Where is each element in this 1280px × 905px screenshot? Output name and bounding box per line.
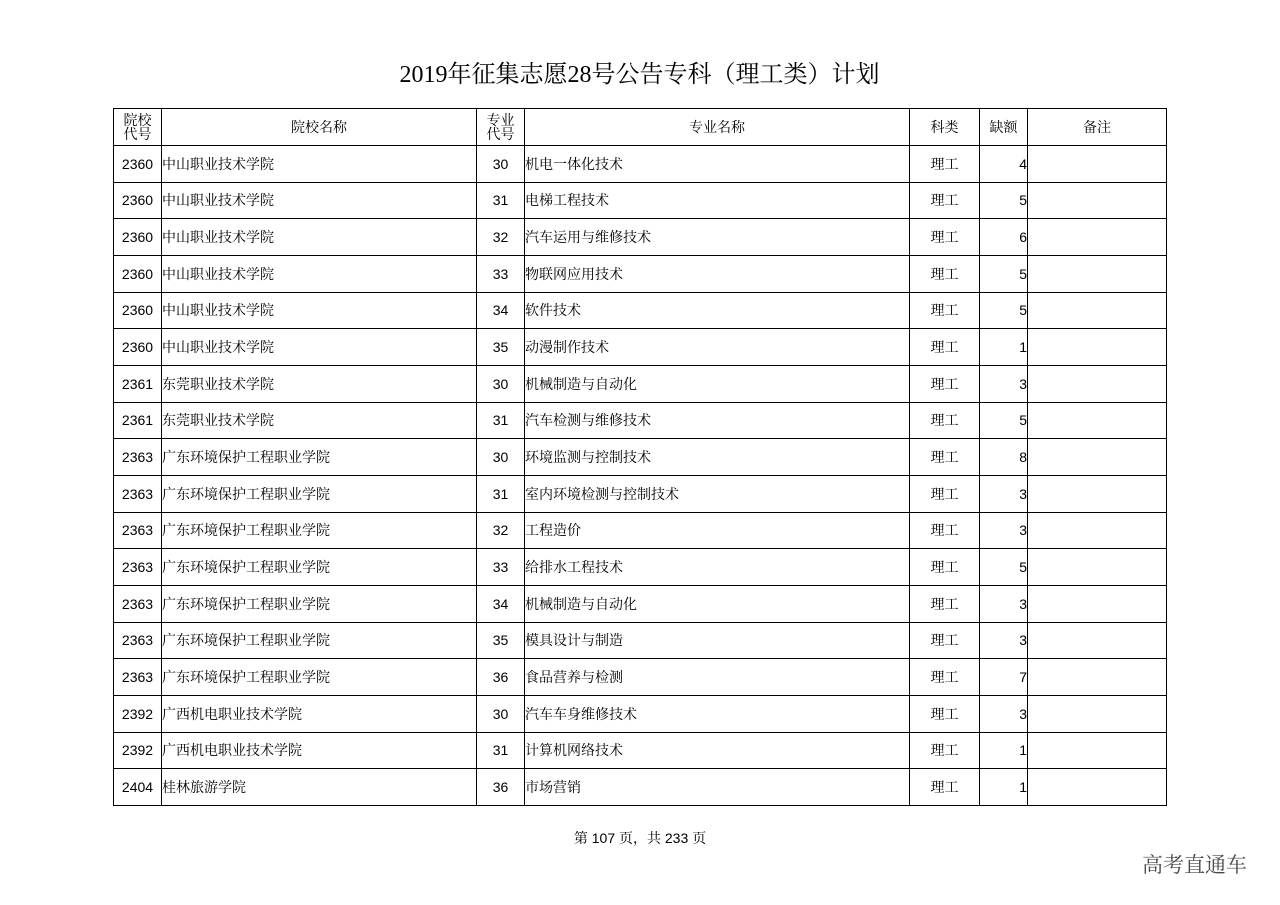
school-code-cell: 2360 xyxy=(114,329,162,366)
school-name-cell: 中山职业技术学院 xyxy=(162,255,477,292)
school-code-cell: 2363 xyxy=(114,475,162,512)
header-category: 科类 xyxy=(910,109,980,146)
vacancies-cell: 5 xyxy=(980,292,1028,329)
table-row xyxy=(114,439,1167,476)
school-code-cell: 2361 xyxy=(114,402,162,439)
category-cell: 理工 xyxy=(910,292,980,329)
major-code-cell: 36 xyxy=(477,659,525,696)
category-cell: 理工 xyxy=(910,329,980,366)
table-row xyxy=(114,512,1167,549)
remarks-cell xyxy=(1028,659,1167,696)
major-name-cell: 汽车运用与维修技术 xyxy=(525,219,910,256)
vacancies-cell: 1 xyxy=(980,732,1028,769)
school-code-cell: 2360 xyxy=(114,182,162,219)
major-code-cell: 31 xyxy=(477,402,525,439)
school-code-cell: 2404 xyxy=(114,769,162,806)
school-name-cell: 中山职业技术学院 xyxy=(162,292,477,329)
table-row xyxy=(114,182,1167,219)
table-row xyxy=(114,402,1167,439)
remarks-cell xyxy=(1028,329,1167,366)
vacancies-cell: 5 xyxy=(980,549,1028,586)
school-code-cell: 2392 xyxy=(114,695,162,732)
school-code-cell: 2363 xyxy=(114,439,162,476)
school-name-cell: 中山职业技术学院 xyxy=(162,329,477,366)
remarks-cell xyxy=(1028,769,1167,806)
major-name-cell: 计算机网络技术 xyxy=(525,732,910,769)
school-code-cell: 2363 xyxy=(114,585,162,622)
table-row xyxy=(114,292,1167,329)
school-name-cell: 中山职业技术学院 xyxy=(162,146,477,183)
major-code-cell: 33 xyxy=(477,255,525,292)
major-code-cell: 30 xyxy=(477,695,525,732)
header-row xyxy=(114,109,1167,146)
vacancies-cell: 3 xyxy=(980,695,1028,732)
major-code-cell: 33 xyxy=(477,549,525,586)
school-name-cell: 广东环境保护工程职业学院 xyxy=(162,439,477,476)
vacancies-cell: 3 xyxy=(980,622,1028,659)
major-name-cell: 电梯工程技术 xyxy=(525,182,910,219)
school-code-cell: 2392 xyxy=(114,732,162,769)
header-remarks: 备注 xyxy=(1028,109,1167,146)
remarks-cell xyxy=(1028,622,1167,659)
school-name-cell: 广西机电职业技术学院 xyxy=(162,732,477,769)
major-name-cell: 机电一体化技术 xyxy=(525,146,910,183)
remarks-cell xyxy=(1028,292,1167,329)
vacancies-cell: 3 xyxy=(980,585,1028,622)
school-name-cell: 东莞职业技术学院 xyxy=(162,365,477,402)
school-name-cell: 广东环境保护工程职业学院 xyxy=(162,659,477,696)
category-cell: 理工 xyxy=(910,622,980,659)
remarks-cell xyxy=(1028,219,1167,256)
header-major-name: 专业名称 xyxy=(525,109,910,146)
vacancies-cell: 5 xyxy=(980,255,1028,292)
table-row xyxy=(114,365,1167,402)
school-code-cell: 2363 xyxy=(114,512,162,549)
table-row xyxy=(114,659,1167,696)
category-cell: 理工 xyxy=(910,182,980,219)
major-name-cell: 食品营养与检测 xyxy=(525,659,910,696)
watermark-label: 高考直通车 xyxy=(1142,854,1247,877)
table-row xyxy=(114,585,1167,622)
major-name-cell: 汽车检测与维修技术 xyxy=(525,402,910,439)
major-name-cell: 动漫制作技术 xyxy=(525,329,910,366)
major-name-cell: 软件技术 xyxy=(525,292,910,329)
major-code-cell: 34 xyxy=(477,585,525,622)
category-cell: 理工 xyxy=(910,255,980,292)
category-cell: 理工 xyxy=(910,732,980,769)
major-name-cell: 机械制造与自动化 xyxy=(525,365,910,402)
enrollment-plan-table xyxy=(113,108,1167,806)
school-name-cell: 广东环境保护工程职业学院 xyxy=(162,549,477,586)
vacancies-cell: 3 xyxy=(980,475,1028,512)
school-name-cell: 中山职业技术学院 xyxy=(162,219,477,256)
remarks-cell xyxy=(1028,512,1167,549)
major-code-cell: 31 xyxy=(477,732,525,769)
category-cell: 理工 xyxy=(910,769,980,806)
vacancies-cell: 1 xyxy=(980,329,1028,366)
remarks-cell xyxy=(1028,365,1167,402)
school-code-cell: 2363 xyxy=(114,659,162,696)
vacancies-cell: 1 xyxy=(980,769,1028,806)
major-name-cell: 物联网应用技术 xyxy=(525,255,910,292)
table-row xyxy=(114,146,1167,183)
vacancies-cell: 5 xyxy=(980,182,1028,219)
category-cell: 理工 xyxy=(910,549,980,586)
table-row xyxy=(114,732,1167,769)
school-code-cell: 2360 xyxy=(114,292,162,329)
remarks-cell xyxy=(1028,732,1167,769)
table-row xyxy=(114,549,1167,586)
vacancies-cell: 6 xyxy=(980,219,1028,256)
major-name-cell: 环境监测与控制技术 xyxy=(525,439,910,476)
remarks-cell xyxy=(1028,182,1167,219)
table-body xyxy=(114,146,1167,806)
remarks-cell xyxy=(1028,439,1167,476)
category-cell: 理工 xyxy=(910,219,980,256)
school-code-cell: 2360 xyxy=(114,146,162,183)
major-code-cell: 35 xyxy=(477,329,525,366)
school-name-cell: 桂林旅游学院 xyxy=(162,769,477,806)
major-code-cell: 31 xyxy=(477,182,525,219)
category-cell: 理工 xyxy=(910,695,980,732)
remarks-cell xyxy=(1028,146,1167,183)
category-cell: 理工 xyxy=(910,659,980,696)
major-code-cell: 30 xyxy=(477,365,525,402)
vacancies-cell: 3 xyxy=(980,512,1028,549)
category-cell: 理工 xyxy=(910,439,980,476)
major-code-cell: 30 xyxy=(477,439,525,476)
vacancies-cell: 8 xyxy=(980,439,1028,476)
table-row xyxy=(114,219,1167,256)
major-name-cell: 模具设计与制造 xyxy=(525,622,910,659)
page-footer: 第 107 页，共 233 页 xyxy=(573,830,707,846)
header-school-code: 院校 代号 xyxy=(114,109,162,146)
major-code-cell: 31 xyxy=(477,475,525,512)
major-name-cell: 室内环境检测与控制技术 xyxy=(525,475,910,512)
major-name-cell: 机械制造与自动化 xyxy=(525,585,910,622)
table-row xyxy=(114,769,1167,806)
major-code-cell: 32 xyxy=(477,512,525,549)
school-code-cell: 2360 xyxy=(114,255,162,292)
vacancies-cell: 5 xyxy=(980,402,1028,439)
major-code-cell: 32 xyxy=(477,219,525,256)
category-cell: 理工 xyxy=(910,512,980,549)
header-school-name: 院校名称 xyxy=(162,109,477,146)
category-cell: 理工 xyxy=(910,365,980,402)
school-code-cell: 2360 xyxy=(114,219,162,256)
table-row xyxy=(114,329,1167,366)
remarks-cell xyxy=(1028,549,1167,586)
vacancies-cell: 4 xyxy=(980,146,1028,183)
table-row xyxy=(114,255,1167,292)
major-code-cell: 35 xyxy=(477,622,525,659)
major-code-cell: 30 xyxy=(477,146,525,183)
remarks-cell xyxy=(1028,475,1167,512)
school-code-cell: 2363 xyxy=(114,622,162,659)
school-code-cell: 2361 xyxy=(114,365,162,402)
school-name-cell: 东莞职业技术学院 xyxy=(162,402,477,439)
category-cell: 理工 xyxy=(910,475,980,512)
school-name-cell: 广西机电职业技术学院 xyxy=(162,695,477,732)
school-name-cell: 广东环境保护工程职业学院 xyxy=(162,512,477,549)
major-code-cell: 34 xyxy=(477,292,525,329)
major-code-cell: 36 xyxy=(477,769,525,806)
table-header xyxy=(114,109,1167,146)
school-code-cell: 2363 xyxy=(114,549,162,586)
major-name-cell: 工程造价 xyxy=(525,512,910,549)
school-name-cell: 中山职业技术学院 xyxy=(162,182,477,219)
remarks-cell xyxy=(1028,585,1167,622)
school-name-cell: 广东环境保护工程职业学院 xyxy=(162,585,477,622)
remarks-cell xyxy=(1028,695,1167,732)
school-name-cell: 广东环境保护工程职业学院 xyxy=(162,622,477,659)
table-row xyxy=(114,622,1167,659)
header-vacancies: 缺额 xyxy=(980,109,1028,146)
table-row xyxy=(114,695,1167,732)
remarks-cell xyxy=(1028,255,1167,292)
category-cell: 理工 xyxy=(910,146,980,183)
vacancies-cell: 3 xyxy=(980,365,1028,402)
category-cell: 理工 xyxy=(910,402,980,439)
major-name-cell: 市场营销 xyxy=(525,769,910,806)
header-major-code: 专业 代号 xyxy=(477,109,525,146)
major-name-cell: 给排水工程技术 xyxy=(525,549,910,586)
table-row xyxy=(114,475,1167,512)
school-name-cell: 广东环境保护工程职业学院 xyxy=(162,475,477,512)
major-name-cell: 汽车车身维修技术 xyxy=(525,695,910,732)
vacancies-cell: 7 xyxy=(980,659,1028,696)
remarks-cell xyxy=(1028,402,1167,439)
page-title: 2019年征集志愿28号公告专科（理工类）计划 xyxy=(399,62,880,88)
category-cell: 理工 xyxy=(910,585,980,622)
